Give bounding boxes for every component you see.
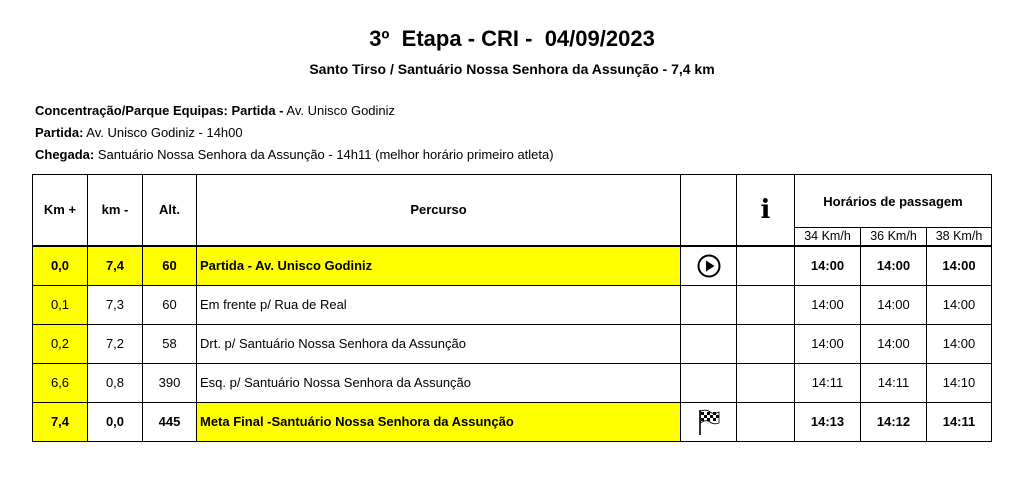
info-chegada <box>35 147 554 162</box>
cell-km-plus: 6,6 <box>33 363 88 402</box>
cell-percurso: Meta Final -Santuário Nossa Senhora da Assunção <box>197 402 681 441</box>
cell-percurso: Drt. p/ Santuário Nossa Senhora da Assunção <box>197 324 681 363</box>
cell-km-plus: 7,4 <box>33 402 88 441</box>
info-concentracao <box>35 103 395 118</box>
cell-alt: 390 <box>143 363 197 402</box>
header-speed-38: 38 Km/h <box>927 228 992 246</box>
cell-icon <box>681 285 737 324</box>
info-label: Concentração/Parque Equipas: Partida - <box>35 103 284 118</box>
cell-icon <box>681 402 737 441</box>
info-label: Partida: <box>35 125 84 140</box>
header-icon-column <box>681 175 737 246</box>
cell-km-plus: 0,0 <box>33 246 88 286</box>
header-km-minus: km - <box>88 175 143 246</box>
cell-alt: 445 <box>143 402 197 441</box>
route-table <box>32 174 992 442</box>
cell-km-minus: 0,8 <box>88 363 143 402</box>
header-speed-34: 34 Km/h <box>795 228 861 246</box>
cell-time-38: 14:11 <box>927 402 992 441</box>
cell-percurso: Esq. p/ Santuário Nossa Senhora da Assunção <box>197 363 681 402</box>
header-percurso: Percurso <box>197 175 681 246</box>
cell-km-plus: 0,2 <box>33 324 88 363</box>
info-value: Santuário Nossa Senhora da Assunção - 14h11 (melhor horário primeiro atleta) <box>94 147 554 162</box>
header-speed-36: 36 Km/h <box>861 228 927 246</box>
cell-km-plus: 0,1 <box>33 285 88 324</box>
cell-time-36: 14:00 <box>861 324 927 363</box>
cell-time-34: 14:00 <box>795 285 861 324</box>
cell-time-38: 14:00 <box>927 285 992 324</box>
cell-km-minus: 7,2 <box>88 324 143 363</box>
cell-info <box>737 285 795 324</box>
cell-km-minus: 0,0 <box>88 402 143 441</box>
cell-icon <box>681 363 737 402</box>
cell-time-34: 14:11 <box>795 363 861 402</box>
header-km-plus: Km + <box>33 175 88 246</box>
cell-info <box>737 324 795 363</box>
cell-time-34: 14:13 <box>795 402 861 441</box>
header-horarios: Horários de passagem <box>795 175 992 228</box>
cell-time-36: 14:00 <box>861 246 927 286</box>
header-info-column <box>737 175 795 246</box>
start-play-icon <box>697 254 721 278</box>
cell-time-38: 14:10 <box>927 363 992 402</box>
table-row <box>33 285 992 324</box>
cell-percurso: Partida - Av. Unisco Godiniz <box>197 246 681 286</box>
page-subtitle: Santo Tirso / Santuário Nossa Senhora da Assunção - 7,4 km <box>309 61 715 77</box>
cell-time-36: 14:00 <box>861 285 927 324</box>
cell-time-38: 14:00 <box>927 324 992 363</box>
page-title: 3º Etapa - CRI - 04/09/2023 <box>369 26 655 51</box>
cell-km-minus: 7,4 <box>88 246 143 286</box>
cell-alt: 58 <box>143 324 197 363</box>
header-alt: Alt. <box>143 175 197 246</box>
cell-percurso: Em frente p/ Rua de Real <box>197 285 681 324</box>
cell-icon <box>681 324 737 363</box>
cell-info <box>737 363 795 402</box>
cell-alt: 60 <box>143 246 197 286</box>
table-row <box>33 324 992 363</box>
cell-km-minus: 7,3 <box>88 285 143 324</box>
info-partida <box>35 125 243 140</box>
info-icon: i <box>760 194 771 225</box>
cell-time-36: 14:11 <box>861 363 927 402</box>
finish-flag-icon <box>697 408 721 436</box>
info-label: Chegada: <box>35 147 95 162</box>
cell-time-34: 14:00 <box>795 324 861 363</box>
table-row <box>33 246 992 286</box>
cell-alt: 60 <box>143 285 197 324</box>
info-value: Av. Unisco Godiniz - 14h00 <box>83 125 243 140</box>
cell-time-36: 14:12 <box>861 402 927 441</box>
table-row <box>33 363 992 402</box>
cell-info <box>737 402 795 441</box>
table-row <box>33 402 992 441</box>
cell-icon <box>681 246 737 286</box>
cell-time-34: 14:00 <box>795 246 861 286</box>
cell-time-38: 14:00 <box>927 246 992 286</box>
cell-info <box>737 246 795 286</box>
info-value: Av. Unisco Godiniz <box>283 103 396 118</box>
